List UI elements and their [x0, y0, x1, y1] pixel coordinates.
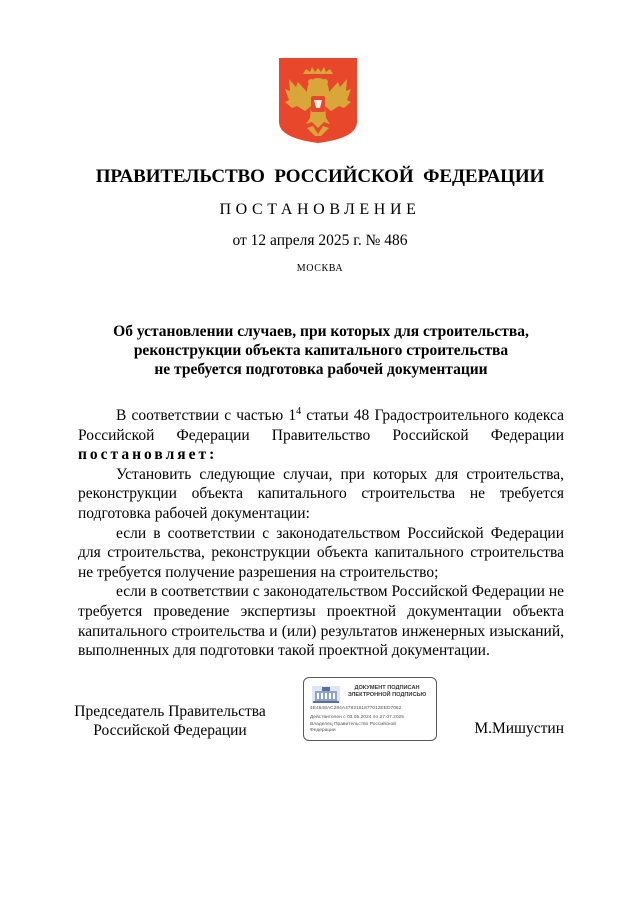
body-paragraph [78, 406, 564, 465]
body-paragraph: если в соответствии с законодательством Российской Федерации для строительства, реконструкции объекта капитального строительства не требуется получение разрешения на строительство; [78, 524, 564, 581]
government-building-icon [311, 684, 341, 704]
body-paragraph: если в соответствии с законодательством Российской Федерации не требуется проведение экспертизы проектной документации объекта капитального строительства и (или) результатов инженерных изысканий, выполненных для подготовки такой проектной документации. [78, 583, 564, 660]
document-body [78, 406, 564, 661]
position-line: Российской Федерации [93, 722, 247, 739]
certificate-validity: Действителен с 03.05.2024 по 27.07.2025 [310, 715, 404, 720]
electronic-signature-stamp [303, 677, 437, 741]
decree-word: постановляет: [78, 446, 218, 464]
document-type: ПОСТАНОВЛЕНИЕ [219, 201, 421, 218]
subject-line: реконструкции объекта капитального строительства [133, 342, 509, 359]
signatory-position [70, 702, 270, 740]
paragraph-text: статьи 48 Градостроительного кодекса Российской Федерации Правительство Российской Федерации [78, 407, 564, 444]
subject-line: не требуется подготовка рабочей документации [154, 361, 488, 378]
document-city: МОСКВА [296, 263, 344, 274]
stamp-title-line: ДОКУМЕНТ ПОДПИСАН [354, 685, 420, 691]
government-title: ПРАВИТЕЛЬСТВО РОССИЙСКОЙ ФЕДЕРАЦИИ [95, 166, 545, 187]
signatory-name: М.Мишустин [474, 720, 564, 737]
certificate-serial: 4E4848AC284A4783161877012EED7062 [310, 706, 402, 711]
subject-line: Об установлении случаев, при которых для строительства, [113, 323, 529, 340]
stamp-title-line: ЭЛЕКТРОННОЙ ПОДПИСЬЮ [347, 692, 427, 698]
body-paragraph: Установить следующие случаи, при которых для строительства, реконструкции объекта капитального строительства не требуется подготовка рабочей документации: [78, 465, 564, 522]
certificate-owner: Федерации [310, 728, 336, 733]
paragraph-text: В соответствии с частью 1 [116, 407, 297, 424]
stamp-title [340, 685, 434, 699]
coat-of-arms-emblem [277, 56, 359, 144]
document-date-number: от 12 апреля 2025 г. № 486 [232, 232, 408, 249]
superscript-index: 4 [296, 405, 302, 417]
document-subject [78, 322, 564, 379]
position-line: Председатель Правительства [74, 703, 266, 720]
certificate-owner: Владелец Правительство Российской [310, 722, 396, 727]
